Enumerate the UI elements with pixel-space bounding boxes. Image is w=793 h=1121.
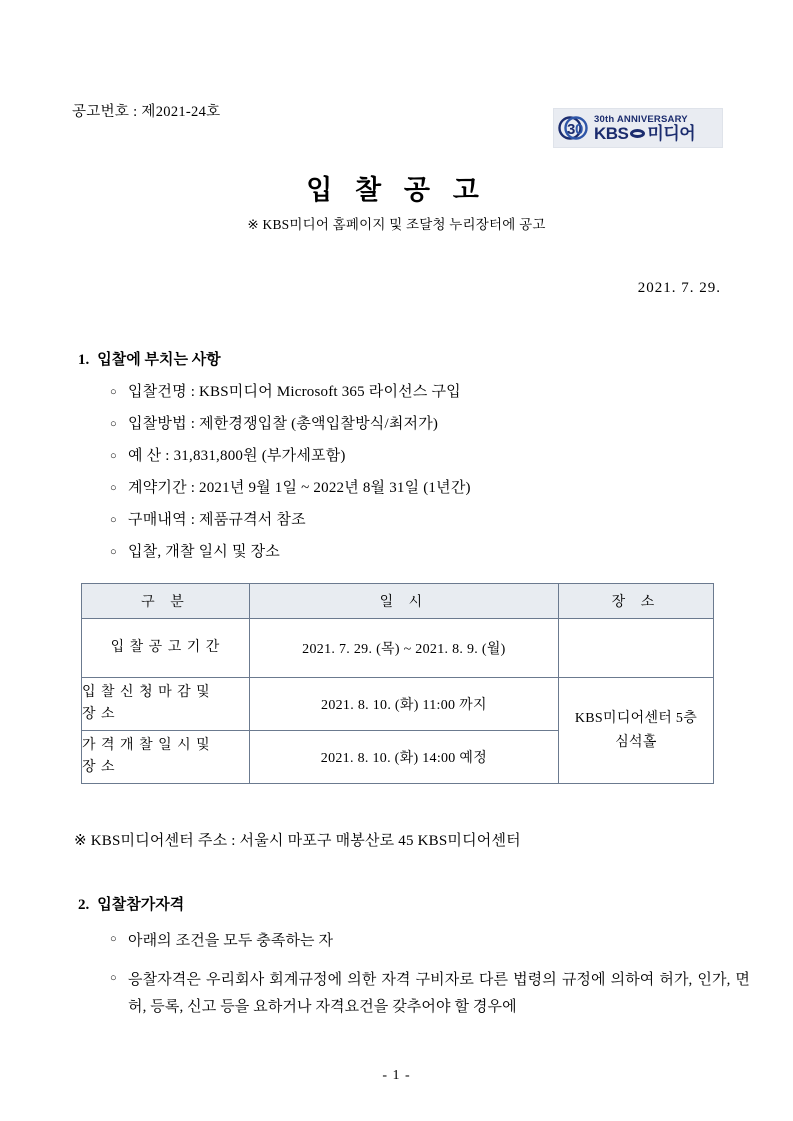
list-item (110, 967, 750, 1021)
table-cell-division-line1: 가 격 개 찰 일 시 및 (82, 738, 211, 753)
section-1-heading (78, 348, 221, 369)
list-item (110, 542, 730, 562)
bullet-circle-icon: ○ (110, 514, 117, 526)
logo-ellipse-icon (630, 129, 645, 138)
table-cell-place (558, 678, 713, 784)
notice-number: 공고번호 : 제2021-24호 (72, 104, 221, 120)
schedule-table (81, 583, 714, 784)
list-item-text: 계약기간 : 2021년 9월 1일 ~ 2022년 8월 31일 (1년간) (128, 480, 471, 496)
table-cell-division: 입 찰 공 고 기 간 (82, 619, 250, 678)
list-item-text: 입찰건명 : KBS미디어 Microsoft 365 라이선스 구입 (128, 384, 461, 400)
table-column-header-division: 구 분 (82, 584, 250, 619)
bullet-circle-icon: ○ (110, 418, 117, 430)
list-item (110, 446, 730, 466)
table-cell-division-line1: 입 찰 신 청 마 감 및 (82, 685, 211, 700)
table-cell-division-line2: 장 소 (82, 760, 116, 775)
bullet-circle-icon: ○ (110, 972, 117, 984)
table-cell-division (82, 678, 250, 731)
bullet-circle-icon: ○ (110, 546, 117, 558)
table-cell-place-empty (558, 619, 713, 678)
thirtieth-anniversary-icon (558, 111, 592, 145)
page-number: - 1 - (382, 1068, 411, 1083)
bullet-circle-icon: ○ (110, 933, 117, 945)
section-1-list (110, 382, 730, 574)
section-2-heading (78, 893, 184, 914)
list-item (110, 414, 730, 434)
list-item-text: 구매내역 : 제품규격서 참조 (128, 512, 306, 528)
table-cell-place-line2: 심석홀 (615, 734, 657, 750)
list-item (110, 382, 730, 402)
section-2-number: 2. (78, 897, 90, 913)
logo-media-text: 미디어 (647, 124, 696, 143)
list-item-text: 입찰, 개찰 일시 및 장소 (128, 544, 280, 560)
section-2-list (110, 928, 750, 1033)
logo-brand (594, 125, 695, 142)
address-note: ※ KBS미디어센터 주소 : 서울시 마포구 매봉산로 45 KBS미디어센터 (74, 833, 521, 849)
page-title: 입 찰 공 고 (306, 175, 487, 205)
logo-text (594, 114, 695, 142)
logo-kbs-text: KBS (594, 124, 629, 143)
section-2-title: 입찰참가자격 (97, 897, 185, 913)
table-cell-datetime: 2021. 8. 10. (화) 14:00 예정 (249, 731, 558, 784)
list-item (110, 510, 730, 530)
logo-anniversary-text: 30th ANNIVERSARY (594, 114, 688, 125)
table-cell-division (82, 731, 250, 784)
section-1-title: 입찰에 부치는 사항 (97, 352, 221, 368)
table-row (82, 619, 714, 678)
bullet-circle-icon: ○ (110, 386, 117, 398)
table-column-header-datetime: 일 시 (249, 584, 558, 619)
list-item-text: 예 산 : 31,831,800원 (부가세포함) (128, 448, 346, 464)
list-item (110, 478, 730, 498)
kbs-media-logo (553, 108, 723, 148)
table-cell-division-line2: 장 소 (82, 707, 116, 722)
document-date: 2021. 7. 29. (637, 280, 721, 296)
list-item (110, 928, 750, 955)
list-item-text: 입찰방법 : 제한경쟁입찰 (총액입찰방식/최저가) (128, 416, 439, 432)
table-cell-datetime: 2021. 7. 29. (목) ~ 2021. 8. 9. (월) (249, 619, 558, 678)
svg-text:0: 0 (575, 121, 584, 138)
table-cell-place-line1: KBS미디어센터 5층 (574, 710, 698, 726)
bullet-circle-icon: ○ (110, 450, 117, 462)
list-item-text: 아래의 조건을 모두 충족하는 자 (128, 933, 334, 949)
table-row (82, 678, 714, 731)
table-header-row (82, 584, 714, 619)
table-cell-datetime: 2021. 8. 10. (화) 11:00 까지 (249, 678, 558, 731)
section-1-number: 1. (78, 352, 90, 368)
svg-text:3: 3 (567, 121, 576, 138)
bullet-circle-icon: ○ (110, 482, 117, 494)
table-column-header-place: 장 소 (558, 584, 713, 619)
list-item-text: 응찰자격은 우리회사 회계규정에 의한 자격 구비자로 다른 법령의 규정에 의하여 허가, 인가, 면허, 등록, 신고 등을 요하거나 자격요건을 갖추어야 할 경우에 (128, 972, 750, 1015)
page-subtitle: ※ KBS미디어 홈페이지 및 조달청 누리장터에 공고 (247, 217, 546, 232)
